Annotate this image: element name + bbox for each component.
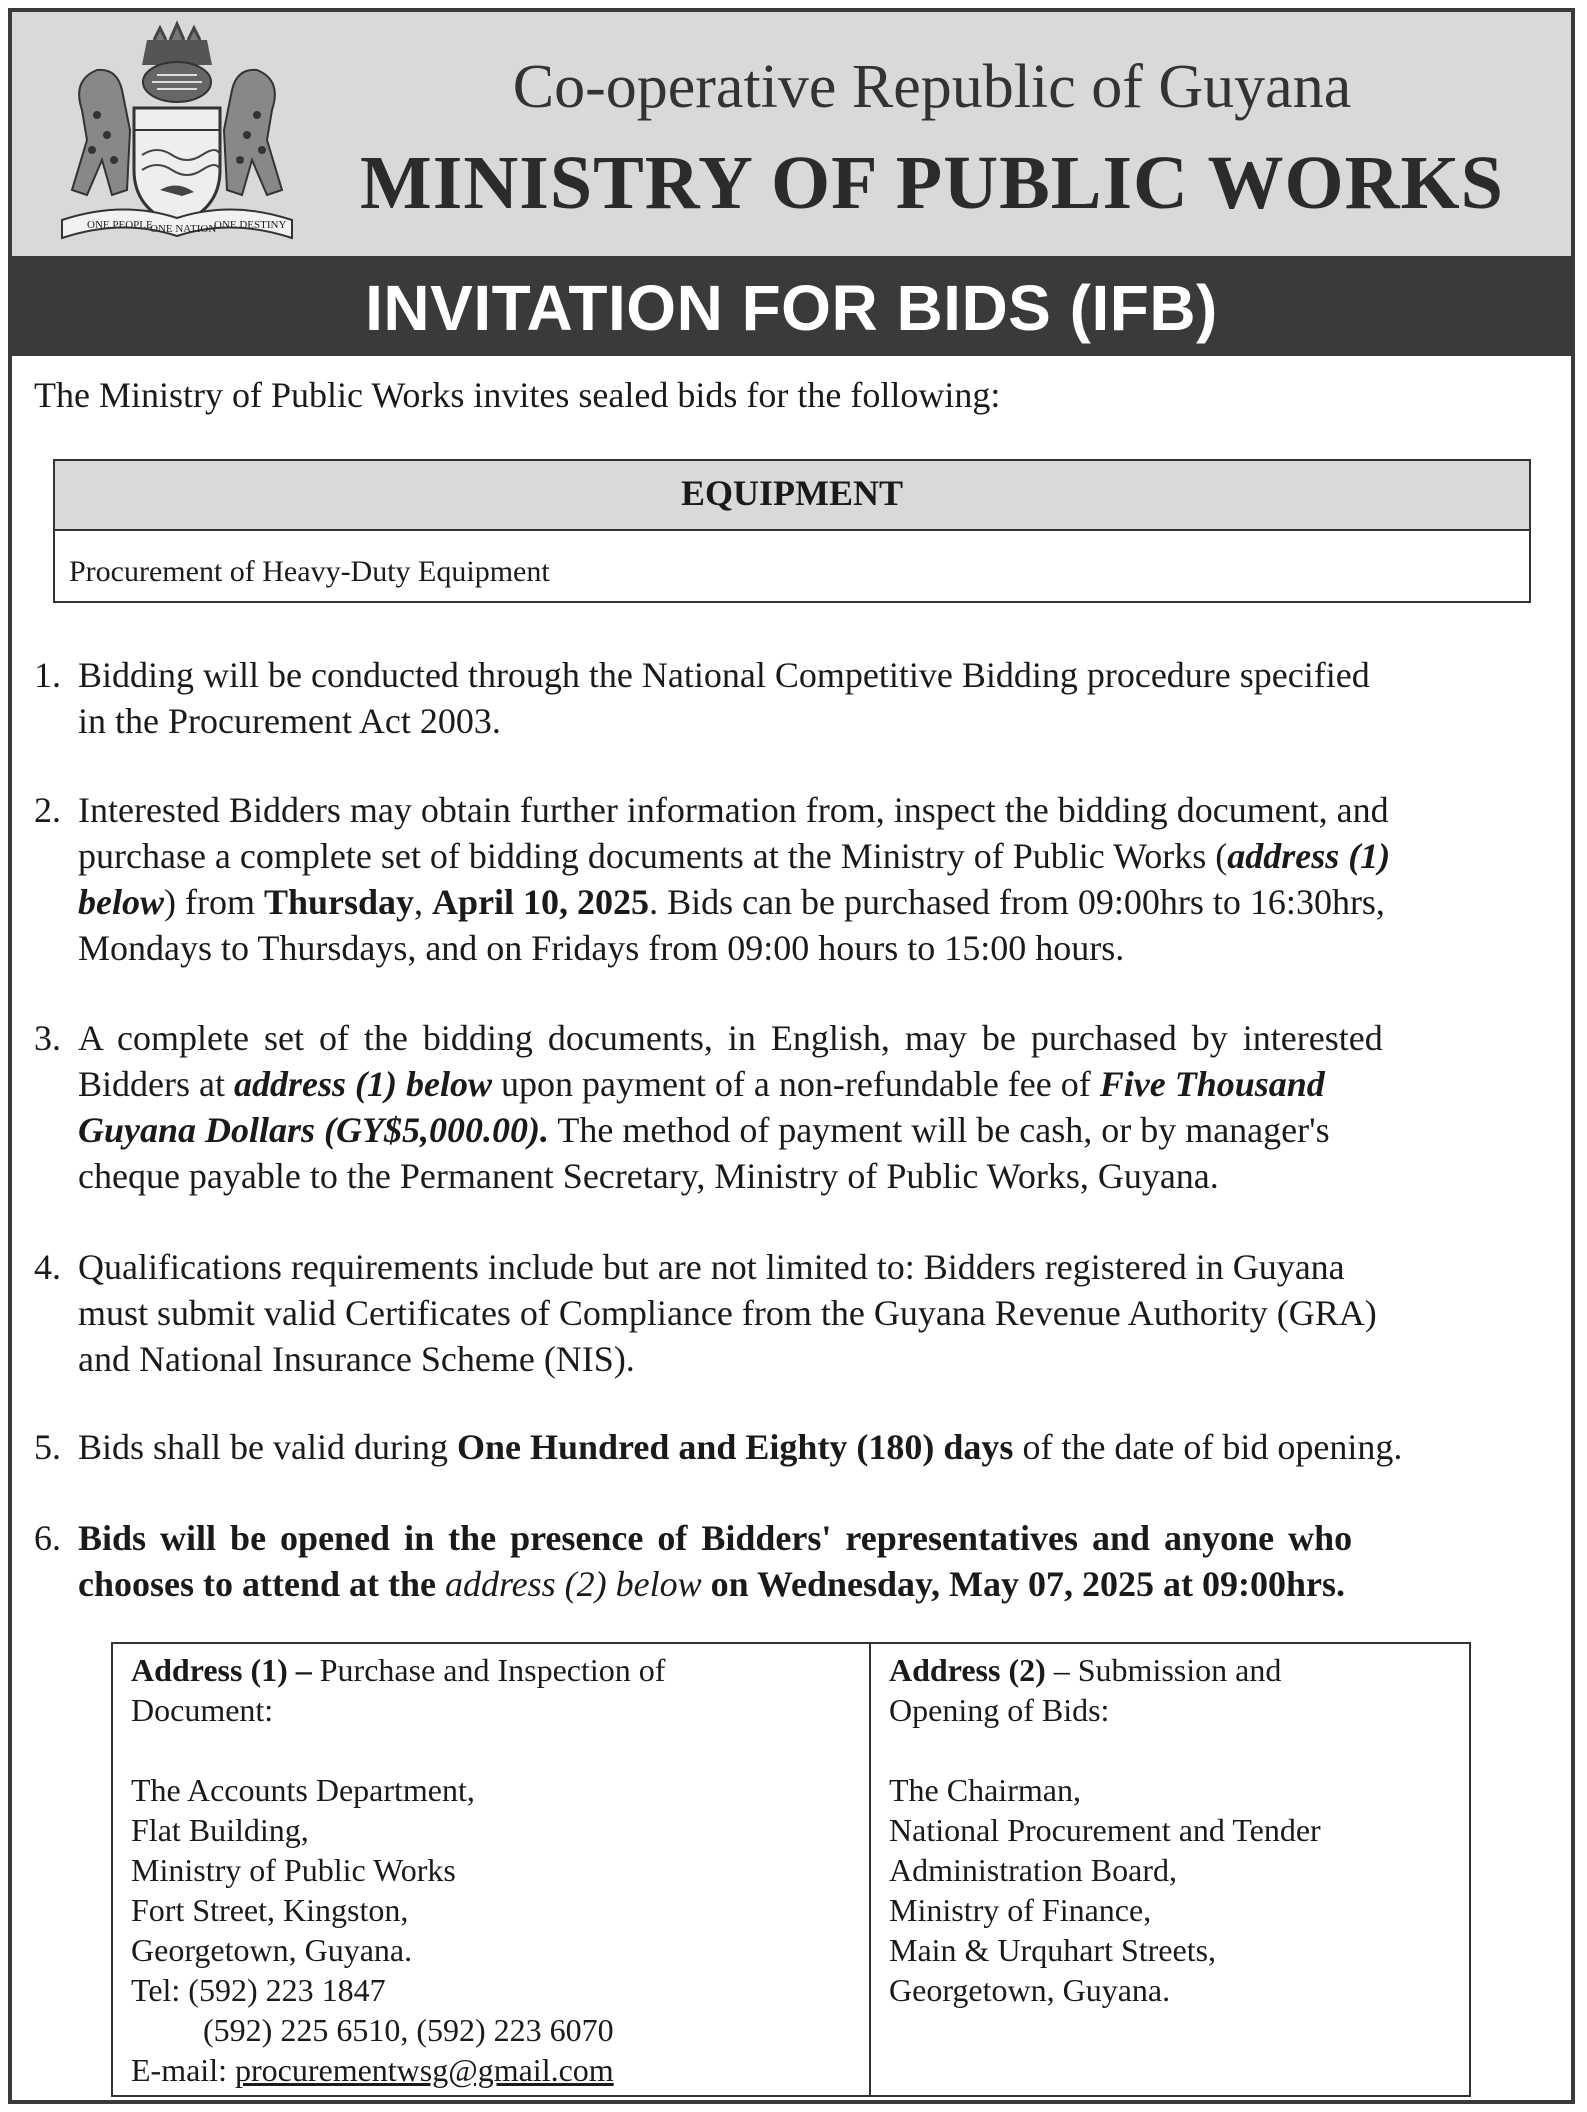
svg-text:ONE DESTINY: ONE DESTINY	[214, 219, 287, 231]
clause-number: 2.	[34, 790, 61, 830]
advert-frame	[8, 8, 1575, 2104]
equipment-table-header: EQUIPMENT	[55, 461, 1529, 531]
text-run: . Bids can be purchased from 09:00hrs to 16:30hrs,	[649, 882, 1385, 922]
clause-line	[78, 1561, 1559, 1607]
clause-line: Mondays to Thursdays, and on Fridays from 09:00 hours to 15:00 hours.	[78, 928, 1125, 968]
address-line: Flat Building,	[131, 1812, 309, 1848]
clause-6	[34, 1515, 1559, 1607]
address-line: National Procurement and Tender	[889, 1812, 1321, 1848]
address-line: Georgetown, Guyana.	[889, 1972, 1171, 2008]
address-line: Georgetown, Guyana.	[131, 1932, 413, 1968]
telephone: Tel: (592) 223 1847	[131, 1972, 386, 2008]
text-run: ,	[414, 882, 433, 922]
header	[12, 12, 1571, 260]
address-1-cell	[113, 1644, 871, 2095]
text-run: Bids shall be valid during	[78, 1427, 457, 1467]
address-line: Administration Board,	[889, 1852, 1177, 1888]
equipment-table	[53, 459, 1531, 603]
fee-amount: Five Thousand	[1099, 1064, 1325, 1104]
clause-line: A complete set of the bidding documents, in English, may be purchased by interested	[78, 1018, 1383, 1058]
svg-text:ONE NATION: ONE NATION	[150, 223, 217, 235]
clause-line: Interested Bidders may obtain further information from, inspect the bidding document, and	[78, 790, 1389, 830]
intro-text: The Ministry of Public Works invites sealed bids for the following:	[34, 375, 1001, 415]
clause-line: in the Procurement Act 2003.	[78, 701, 501, 741]
address-1-label	[131, 1650, 869, 1690]
equipment-table-row: Procurement of Heavy-Duty Equipment	[69, 555, 550, 588]
clause-line: Bidding will be conducted through the National Competitive Bidding procedure specified	[78, 655, 1370, 695]
clause-line: must submit valid Certificates of Compliance from the Guyana Revenue Authority (GRA)	[78, 1293, 1377, 1333]
clause-line: cheque payable to the Permanent Secretary, Ministry of Public Works, Guyana.	[78, 1156, 1219, 1196]
clause-2	[34, 787, 1559, 971]
clause-line	[78, 879, 1559, 925]
clause-number: 3.	[34, 1018, 61, 1058]
address-line: Fort Street, Kingston,	[131, 1892, 409, 1928]
coat-of-arms-icon	[42, 20, 312, 245]
address-line: Ministry of Public Works	[131, 1852, 456, 1888]
clause-5	[34, 1424, 1559, 1470]
email-line	[131, 2050, 869, 2090]
address-label-text: Purchase and Inspection of	[311, 1652, 666, 1688]
fee-amount: Guyana Dollars (GY$5,000.00).	[78, 1110, 550, 1150]
address-line: The Chairman,	[889, 1772, 1081, 1808]
address-label-text: Opening of Bids:	[889, 1692, 1110, 1728]
text-run: purchase a complete set of bidding documents at the Ministry of Public Works (	[78, 836, 1228, 876]
opening-date: on Wednesday, May 07, 2025 at 09:00hrs.	[701, 1564, 1346, 1604]
address-2-cell	[871, 1644, 1469, 2095]
telephone: (592) 225 6510, (592) 223 6070	[203, 2012, 614, 2048]
address-line: Main & Urquhart Streets,	[889, 1932, 1217, 1968]
address-ref: address (1)	[1227, 836, 1391, 876]
text-run: of the date of bid opening.	[1013, 1427, 1403, 1467]
address-label-text: – Submission and	[1045, 1652, 1282, 1688]
text-run: chooses to attend at the	[78, 1564, 445, 1604]
republic-title: Co-operative Republic of Guyana	[512, 53, 1352, 121]
clause-line	[78, 1061, 1559, 1107]
email-link[interactable]: procurementwsg@gmail.com	[234, 2052, 614, 2088]
svg-text:ONE PEOPLE: ONE PEOPLE	[87, 219, 153, 231]
ifb-banner: INVITATION FOR BIDS (IFB)	[12, 260, 1571, 356]
validity-period: One Hundred and Eighty (180) days	[456, 1427, 1014, 1467]
clause-line	[78, 1107, 1559, 1153]
text-run: Bidders at	[78, 1064, 234, 1104]
clause-4	[34, 1244, 1559, 1382]
clause-line: and National Insurance Scheme (NIS).	[78, 1339, 635, 1379]
address-ref: address (1) below	[233, 1064, 492, 1104]
text-run: The method of payment will be cash, or by manager's	[549, 1110, 1330, 1150]
clause-line: Qualifications requirements include but are not limited to: Bidders registered in Guyana	[78, 1247, 1345, 1287]
address-line: Ministry of Finance,	[889, 1892, 1152, 1928]
address-ref: address (2) below	[444, 1564, 702, 1604]
address-2-label	[889, 1650, 1469, 1690]
email-label: E-mail:	[131, 2052, 235, 2088]
clause-number: 5.	[34, 1427, 61, 1467]
clause-number: 1.	[34, 655, 61, 695]
address-ref: below	[78, 882, 164, 922]
clause-line	[78, 833, 1559, 879]
address-table	[111, 1642, 1471, 2097]
text-run: ) from	[164, 882, 264, 922]
address-label: Address (2)	[889, 1652, 1046, 1688]
clause-1	[34, 652, 1559, 744]
clause-number: 6.	[34, 1518, 61, 1558]
text-run: upon payment of a non-refundable fee of	[491, 1064, 1100, 1104]
clause-line: Bids will be opened in the presence of Bidders' representatives and anyone who	[78, 1518, 1353, 1558]
clause-3	[34, 1015, 1559, 1199]
start-day: Thursday	[263, 882, 415, 922]
address-label-text: Document:	[131, 1692, 274, 1728]
clause-number: 4.	[34, 1247, 61, 1287]
start-date: April 10, 2025	[432, 882, 650, 922]
address-label: Address (1) –	[131, 1652, 312, 1688]
address-line: The Accounts Department,	[131, 1772, 475, 1808]
ministry-title: MINISTRY OF PUBLIC WORKS	[360, 141, 1504, 225]
